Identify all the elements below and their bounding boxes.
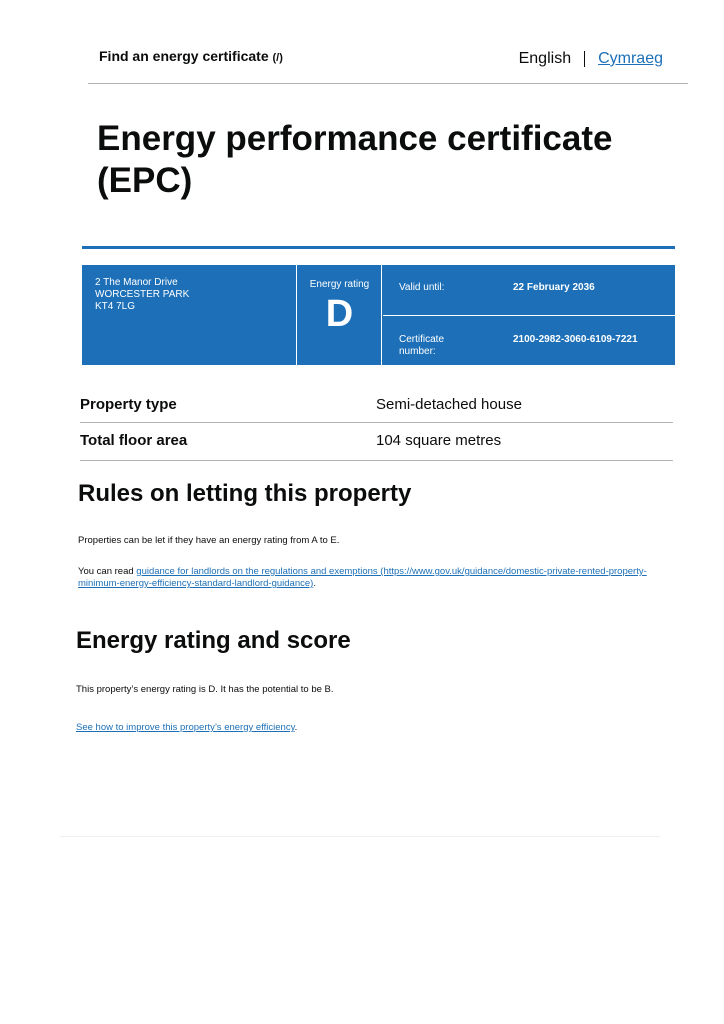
improve-suffix: . [294, 722, 298, 733]
valid-until-value: 22 February 2036 [513, 282, 595, 293]
certificate-info [383, 265, 675, 365]
title-divider [82, 246, 675, 249]
address-line-3: KT4 7LG [95, 301, 136, 312]
header-divider [88, 83, 688, 84]
energy-rating-heading: Energy rating and score [76, 627, 351, 654]
page-title-line1: Energy performance certificate [97, 119, 613, 158]
certificate-number-value: 2100-2982-3060-6109-7221 [513, 334, 638, 345]
guidance-prefix: You can read [78, 566, 137, 577]
improve-efficiency-link[interactable]: See how to improve this property’s energy efficiency [76, 722, 295, 733]
property-details [80, 386, 673, 461]
letting-guidance-paragraph [78, 566, 658, 590]
property-type-value: Semi-detached house [376, 396, 522, 413]
epc-summary-box [82, 265, 675, 365]
service-name-link[interactable] [99, 48, 283, 64]
letting-paragraph: Properties can be let if they have an energy rating from A to E. [78, 535, 340, 546]
guidance-suffix: . [313, 578, 316, 589]
energy-rating-letter: D [325, 293, 354, 335]
floor-area-label: Total floor area [80, 432, 188, 449]
page-title [97, 118, 697, 202]
service-name: Find an energy certificate [99, 48, 269, 64]
service-home-path: (/) [272, 52, 283, 64]
page-bottom-divider [60, 836, 660, 837]
property-address [82, 265, 297, 365]
energy-rating-paragraph: This property’s energy rating is D. It has the potential to be B. [76, 684, 334, 695]
language-switcher [519, 50, 663, 68]
lang-welsh-link[interactable]: Cymraeg [598, 50, 663, 67]
lang-separator [584, 51, 585, 67]
page-title-line2: (EPC) [97, 161, 193, 200]
valid-until-row [383, 265, 675, 316]
improve-paragraph [76, 722, 676, 734]
lang-english: English [518, 50, 572, 67]
valid-until-label: Valid until: [399, 282, 445, 293]
floor-area-value: 104 square metres [376, 432, 502, 449]
certificate-number-label-2: number: [399, 346, 436, 357]
property-type-row [80, 386, 673, 423]
certificate-number-label [399, 334, 444, 358]
landlord-guidance-link[interactable]: guidance for landlords on the regulations and exemptions (https://www.gov.uk/guidance/domestic-private-rented-property-minimum-energy-efficiency-standard-landlord-guidance) [78, 566, 647, 589]
letting-heading: Rules on letting this property [78, 480, 412, 507]
certificate-number-label-1: Certificate [399, 334, 445, 345]
energy-rating-label: Energy rating [309, 279, 370, 290]
property-type-label: Property type [80, 396, 177, 413]
energy-rating-panel [298, 265, 382, 365]
floor-area-row [80, 423, 673, 461]
address-line-1: 2 The Manor Drive [95, 277, 178, 288]
certificate-number-row [383, 316, 675, 365]
address-line-2: WORCESTER PARK [95, 289, 190, 300]
